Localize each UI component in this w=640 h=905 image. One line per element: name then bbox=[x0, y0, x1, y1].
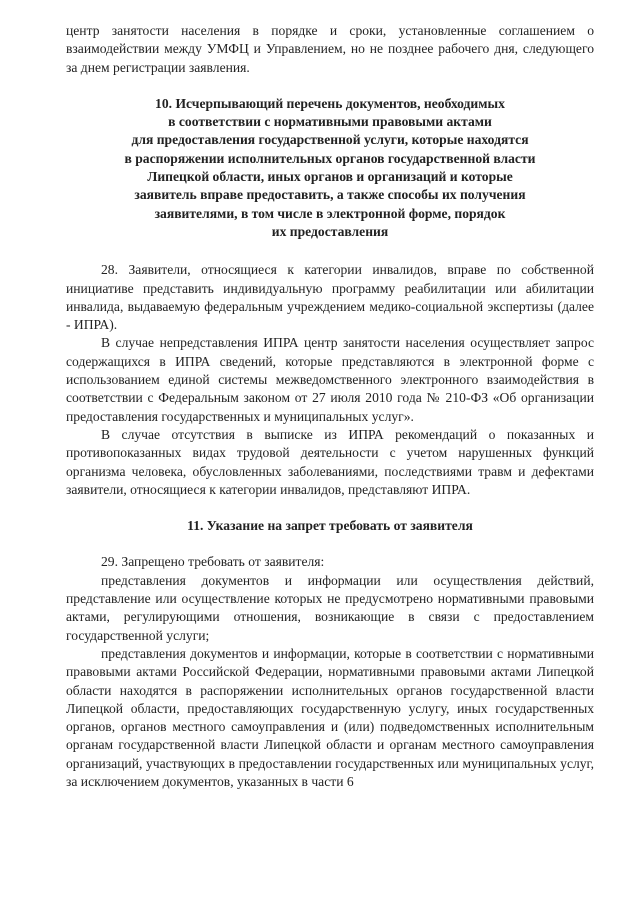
heading-line: для предоставления государственной услуги, которые находятся bbox=[131, 132, 529, 148]
heading-line: 10. Исчерпывающий перечень документов, необходимых bbox=[155, 95, 505, 111]
heading-line: их предоставления bbox=[271, 223, 389, 239]
intro-paragraph: центр занятости населения в порядке и сроки, установленные соглашением о взаимодействии между УМФЦ и Управлением, но не позднее рабочего дня, следующего за днем регистрации заявления. bbox=[66, 23, 594, 75]
section-10-heading bbox=[66, 95, 594, 241]
section-11-heading bbox=[66, 517, 594, 535]
document-page bbox=[66, 22, 594, 791]
paragraph-ipra-request: В случае непредставления ИПРА центр занятости населения осуществляет запрос содержащихся в ИПРА сведений, которые представляются в электронной форме с использованием единой системы межведомственного электронного взаимодействия в соответствии с Федеральным законом от 27 июля 2010 года № 210-ФЗ «Об организации предоставления государственных и муниципальных услуг». bbox=[66, 335, 594, 424]
paragraph-prohibition-2: представления документов и информации, которые в соответствии с нормативными правовыми актами Российской Федерации, нормативными правовыми актами Липецкой области находятся в распоряжении исполнительных органов государственной власти Липецкой области, предоставляющих государственную услугу, иных государственных органов, органов местного самоуправления и (или) подведомственных исполнительным органам государственной власти Липецкой области и органам местного самоуправления организаций, участвующих в предоставлении государственных или муниципальных услуг, за исключением документов, указанных в части 6 bbox=[66, 645, 594, 789]
paragraph-prohibition-1: представления документов и информации или осуществления действий, представление или осуществление которых не предусмотрено нормативными правовыми актами, регулирующими отношения, возникающие в связи с предоставлением государственной услуги; bbox=[66, 572, 594, 643]
heading-line: заявителями, в том числе в электронной форме, порядок bbox=[154, 205, 506, 221]
paragraph-28: 28. Заявители, относящиеся к категории инвалидов, вправе по собственной инициативе представить индивидуальную программу реабилитации или абилитации инвалида, выдаваемую федеральным учреждением медико-социальной экспертизы (далее - ИПРА). bbox=[66, 262, 594, 333]
heading-line: в распоряжении исполнительных органов государственной власти bbox=[124, 150, 536, 166]
paragraph-29: 29. Запрещено требовать от заявителя: bbox=[101, 554, 325, 570]
heading-line: Липецкой области, иных органов и организаций и которые bbox=[147, 169, 513, 185]
heading-line: 11. Указание на запрет требовать от заявителя bbox=[187, 518, 473, 534]
heading-line: заявитель вправе предоставить, а также способы их получения bbox=[134, 187, 526, 203]
paragraph-ipra-absence: В случае отсутствия в выписке из ИПРА рекомендаций о показанных и противопоказанных видах трудовой деятельности с учетом нарушенных функций организма человека, обусловленных заболеваниями, последствиями травм и дефектами заявители, относящиеся к категории инвалидов, представляют ИПРА. bbox=[66, 426, 594, 497]
heading-line: в соответствии с нормативными правовыми актами bbox=[168, 114, 492, 130]
